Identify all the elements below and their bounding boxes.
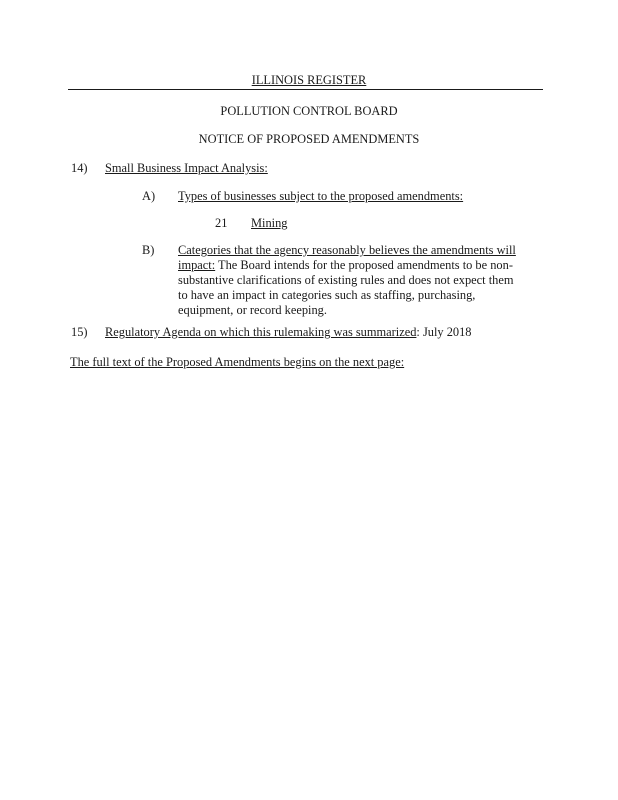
section-15-line bbox=[105, 325, 472, 340]
register-title: ILLINOIS REGISTER bbox=[251, 73, 367, 87]
item-a-label: A) bbox=[142, 189, 156, 203]
item-b-label: B) bbox=[142, 243, 155, 257]
item-b-paragraph bbox=[178, 243, 524, 318]
section-15-value: : July 2018 bbox=[416, 325, 472, 339]
industry-name: Mining bbox=[251, 216, 288, 230]
section-14-number: 14) bbox=[71, 161, 88, 175]
notice-title: NOTICE OF PROPOSED AMENDMENTS bbox=[198, 132, 420, 146]
section-15-title: Regulatory Agenda on which this rulemaking was summarized bbox=[105, 325, 417, 339]
item-b-underlined-text: Categories that the agency reasonably believes the amendments will impact: bbox=[178, 243, 516, 272]
naics-code: 21 bbox=[215, 216, 228, 230]
item-b-body-text: The Board intends for the proposed amendments to be non-substantive clarifications of existing rules and does not expect them to have an impact in categories such as staffing, purchasing, equipment, or record keeping. bbox=[178, 258, 514, 317]
agency-title: POLLUTION CONTROL BOARD bbox=[220, 104, 398, 118]
section-15-number: 15) bbox=[71, 325, 88, 339]
item-a-text: Types of businesses subject to the proposed amendments: bbox=[178, 189, 464, 203]
section-14-title: Small Business Impact Analysis: bbox=[105, 161, 268, 175]
footer-note: The full text of the Proposed Amendments begins on the next page: bbox=[70, 355, 405, 369]
header-rule bbox=[68, 89, 543, 90]
